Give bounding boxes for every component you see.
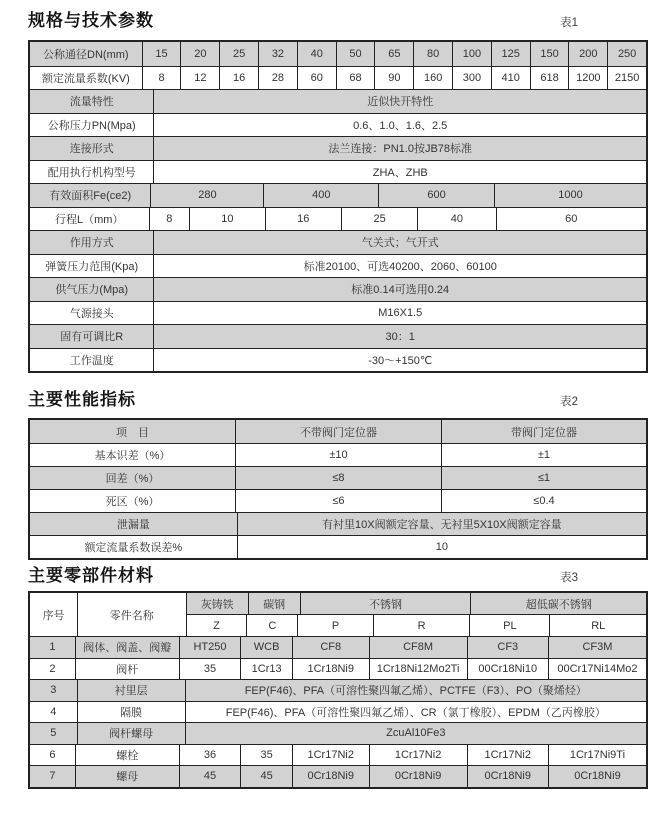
table-cell: 32 xyxy=(258,42,297,66)
table-row xyxy=(30,765,646,787)
table-row xyxy=(30,207,646,231)
table-performance-indicators xyxy=(28,418,648,560)
table-cell: 80 xyxy=(413,42,452,66)
table-cell: 螺母 xyxy=(75,766,179,787)
table-cell: 1Cr17Ni9Ti xyxy=(548,745,646,766)
table-cell: 45 xyxy=(240,766,292,787)
header-cell: 超低碳不锈钢 xyxy=(470,593,646,614)
table-cell: 40 xyxy=(297,42,336,66)
row-label-cell: 额定流量系数误差% xyxy=(84,542,183,554)
table-row xyxy=(30,89,646,113)
table-row xyxy=(30,744,646,766)
table-cell: 不带阀门定位器 xyxy=(235,420,441,443)
table-cell: CF8 xyxy=(292,637,369,658)
row-label-cell: 基本识差（%） xyxy=(94,450,171,462)
table-cell: 1Cr18Ni12Mo2Ti xyxy=(369,659,467,680)
table-row xyxy=(30,420,646,443)
table-parts-materials xyxy=(28,591,648,789)
row-label-cell: 公称压力PN(Mpa) xyxy=(47,119,136,132)
table-row xyxy=(30,722,646,744)
row-label-cell: 弹簧压力范围(Kpa) xyxy=(45,260,139,273)
row-label-cell: 3 xyxy=(50,684,57,697)
header-cell: 零件名称 xyxy=(77,593,186,636)
table-cell: 0Cr18Ni9 xyxy=(548,766,646,787)
table-cell: 400 xyxy=(263,184,378,207)
table-cell: 阀体、阀盖、阀瓣 xyxy=(75,637,179,658)
table-row xyxy=(30,679,646,701)
table-cell: FEP(F46)、PFA（可溶性聚四氟乙烯）、PCTFE（F3）、PO（聚烯烃） xyxy=(185,680,646,701)
table-cell: 600 xyxy=(378,184,494,207)
table-cell: 10 xyxy=(189,208,264,231)
table-cell: 410 xyxy=(491,67,530,90)
row-label-cell: 7 xyxy=(49,770,56,783)
table-cell: 35 xyxy=(240,745,292,766)
table-cell: 2150 xyxy=(607,67,646,90)
table-header-subrow xyxy=(187,614,646,636)
table-row xyxy=(30,230,646,254)
table-tag-3: 表3 xyxy=(560,572,578,584)
table-row xyxy=(30,443,646,466)
row-label-cell: 行程L（mm） xyxy=(55,213,124,226)
table-cell: 28 xyxy=(258,67,297,90)
table-cell: 气关式；气开式 xyxy=(153,231,646,254)
table-cell: CF8M xyxy=(369,637,467,658)
table-row xyxy=(30,658,646,680)
table-cell: 00Cr17Ni14Mo2 xyxy=(548,659,646,680)
table-cell: 60 xyxy=(496,208,647,231)
header-cell: Z xyxy=(213,619,220,632)
row-label-cell: 公称通径DN(mm) xyxy=(43,48,129,61)
table-row xyxy=(30,136,646,160)
table-cell: 近似快开特性 xyxy=(153,90,646,113)
table-cell: 1Cr18Ni9 xyxy=(292,659,369,680)
header-cell: RL xyxy=(549,615,646,636)
table-row xyxy=(30,66,646,90)
table-cell: 90 xyxy=(374,67,413,90)
table-cell: ZHA、ZHB xyxy=(153,161,646,184)
table-cell: ≤1 xyxy=(441,467,646,489)
table-tag-2: 表2 xyxy=(560,396,578,408)
table-row xyxy=(30,324,646,348)
table-cell: 300 xyxy=(452,67,491,90)
table-cell: 法兰连接：PN1.0按JB78标准 xyxy=(153,137,646,160)
table-row xyxy=(30,348,646,372)
table-cell: 0.6、1.0、1.6、2.5 xyxy=(153,114,646,137)
table-cell: 12 xyxy=(180,67,219,90)
row-label-cell: 气源接头 xyxy=(69,307,114,320)
table-cell: 160 xyxy=(413,67,452,90)
table-row xyxy=(30,636,646,658)
table-cell: 标准20100、可选40200、2060、60100 xyxy=(153,255,646,278)
row-label-cell: 连接形式 xyxy=(69,143,114,156)
table-row xyxy=(30,466,646,489)
table-cell: 65 xyxy=(374,42,413,66)
table-cell: M16X1.5 xyxy=(153,302,646,325)
row-label-cell: 供气压力(Mpa) xyxy=(55,284,129,297)
table-cell: 有衬里10X阀额定容量、无衬里5X10X阀额定容量 xyxy=(237,513,646,535)
table-cell: 1Cr17Ni2 xyxy=(369,745,467,766)
row-label-cell: 额定流量系数(KV) xyxy=(41,72,130,85)
table-row xyxy=(30,113,646,137)
header-cell: C xyxy=(246,615,297,636)
table-row xyxy=(30,254,646,278)
table-row xyxy=(30,535,646,558)
table-cell: 100 xyxy=(452,42,491,66)
table-cell: 10 xyxy=(237,536,646,558)
row-label-cell: 流量特性 xyxy=(69,96,114,109)
table-cell: HT250 xyxy=(179,637,241,658)
table-row xyxy=(30,277,646,301)
table-row xyxy=(30,42,646,66)
table-cell: FEP(F46)、PFA（可溶性聚四氟乙烯）、CR（氯丁橡胶）、EPDM（乙丙橡胶） xyxy=(185,702,646,723)
header-cell: PL xyxy=(469,615,549,636)
header-cell: R xyxy=(373,615,470,636)
table-cell: 200 xyxy=(568,42,607,66)
row-label-cell: 2 xyxy=(49,662,56,675)
row-label-cell: 固有可调比R xyxy=(60,331,124,344)
table-cell: 螺栓 xyxy=(75,745,179,766)
table-cell: 衬里层 xyxy=(77,680,185,701)
row-label-cell: 1 xyxy=(49,641,56,654)
row-label-cell: 4 xyxy=(50,705,57,718)
table-cell: ZcuAl10Fe3 xyxy=(185,723,646,744)
table-cell: 36 xyxy=(179,745,241,766)
header-material-groups xyxy=(186,593,646,636)
table-cell: WCB xyxy=(240,637,292,658)
table-row xyxy=(30,512,646,535)
table-tag-1: 表1 xyxy=(560,17,578,29)
section-head-materials xyxy=(28,565,648,587)
table-cell: ±1 xyxy=(441,444,646,466)
row-label-cell: 有效面积Fe(ce2) xyxy=(49,190,132,203)
table-cell: 0Cr18Ni9 xyxy=(292,766,369,787)
header-cell: 碳钢 xyxy=(248,593,300,614)
table-cell: 250 xyxy=(607,42,646,66)
header-cell: 不锈钢 xyxy=(300,593,471,614)
table-cell: 35 xyxy=(179,659,241,680)
table-cell: 50 xyxy=(336,42,375,66)
table-cell: 25 xyxy=(341,208,417,231)
table-row xyxy=(30,701,646,723)
table-cell: 1Cr17Ni2 xyxy=(292,745,369,766)
table-cell: CF3 xyxy=(467,637,548,658)
table-cell: 618 xyxy=(530,67,569,90)
header-cell: P xyxy=(297,615,373,636)
table-cell: 0Cr18Ni9 xyxy=(369,766,467,787)
section-head-performance xyxy=(28,389,648,411)
section-head-specs xyxy=(28,10,648,32)
table-header-subrow xyxy=(187,593,646,614)
row-label-cell: 死区（%） xyxy=(105,496,160,508)
row-label-cell: 5 xyxy=(50,727,57,740)
table-cell: 30：1 xyxy=(153,325,646,348)
table-cell: 16 xyxy=(265,208,341,231)
table-cell: 40 xyxy=(417,208,495,231)
table-cell: 16 xyxy=(219,67,258,90)
table-cell: 8 xyxy=(149,208,190,231)
table-cell: 20 xyxy=(180,42,219,66)
table-cell: 25 xyxy=(219,42,258,66)
table-cell: 标准0.14可选用0.24 xyxy=(153,278,646,301)
section-title-specs: 规格与技术参数 xyxy=(28,11,154,30)
table-specs-parameters xyxy=(28,40,648,373)
header-cell: 序号 xyxy=(42,609,65,622)
table-cell: ≤8 xyxy=(235,467,441,489)
table-cell: 00Cr18Ni10 xyxy=(467,659,548,680)
table-cell: 45 xyxy=(179,766,241,787)
table-cell: 125 xyxy=(491,42,530,66)
table-cell: ±10 xyxy=(235,444,441,466)
table-row xyxy=(30,301,646,325)
row-label-cell: 配用执行机构型号 xyxy=(47,166,136,179)
table-cell: -30～+150℃ xyxy=(153,349,646,372)
row-label-cell: 作用方式 xyxy=(69,237,114,250)
table-header-row xyxy=(30,593,646,636)
table-row xyxy=(30,489,646,512)
table-cell: 60 xyxy=(297,67,336,90)
header-cell: 灰铸铁 xyxy=(200,598,234,611)
table-cell: 280 xyxy=(150,184,263,207)
section-title-materials: 主要零部件材料 xyxy=(28,566,154,585)
row-label-cell: 工作温度 xyxy=(69,354,114,367)
table-cell: 隔膜 xyxy=(77,702,185,723)
table-row xyxy=(30,160,646,184)
table-cell: 150 xyxy=(530,42,569,66)
table-cell: 阀杆螺母 xyxy=(77,723,185,744)
table-cell: 阀杆 xyxy=(75,659,179,680)
table-cell: 1000 xyxy=(494,184,646,207)
table-cell: 1200 xyxy=(568,67,607,90)
section-title-performance: 主要性能指标 xyxy=(28,390,136,409)
row-label-cell: 6 xyxy=(49,748,56,761)
table-cell: 带阀门定位器 xyxy=(441,420,646,443)
row-label-cell: 回差（%） xyxy=(105,473,160,485)
table-cell: 0Cr18Ni9 xyxy=(467,766,548,787)
table-cell: CF3M xyxy=(548,637,646,658)
table-cell: 1Cr13 xyxy=(240,659,292,680)
table-cell: 8 xyxy=(142,67,181,90)
row-label-cell: 泄漏量 xyxy=(116,519,150,531)
table-cell: ≤6 xyxy=(235,490,441,512)
table-cell: 68 xyxy=(336,67,375,90)
row-label-cell: 项 目 xyxy=(115,426,149,439)
table-cell: 15 xyxy=(142,42,181,66)
table-cell: 1Cr17Ni2 xyxy=(467,745,548,766)
table-row xyxy=(30,183,646,207)
table-cell: ≤0.4 xyxy=(441,490,646,512)
